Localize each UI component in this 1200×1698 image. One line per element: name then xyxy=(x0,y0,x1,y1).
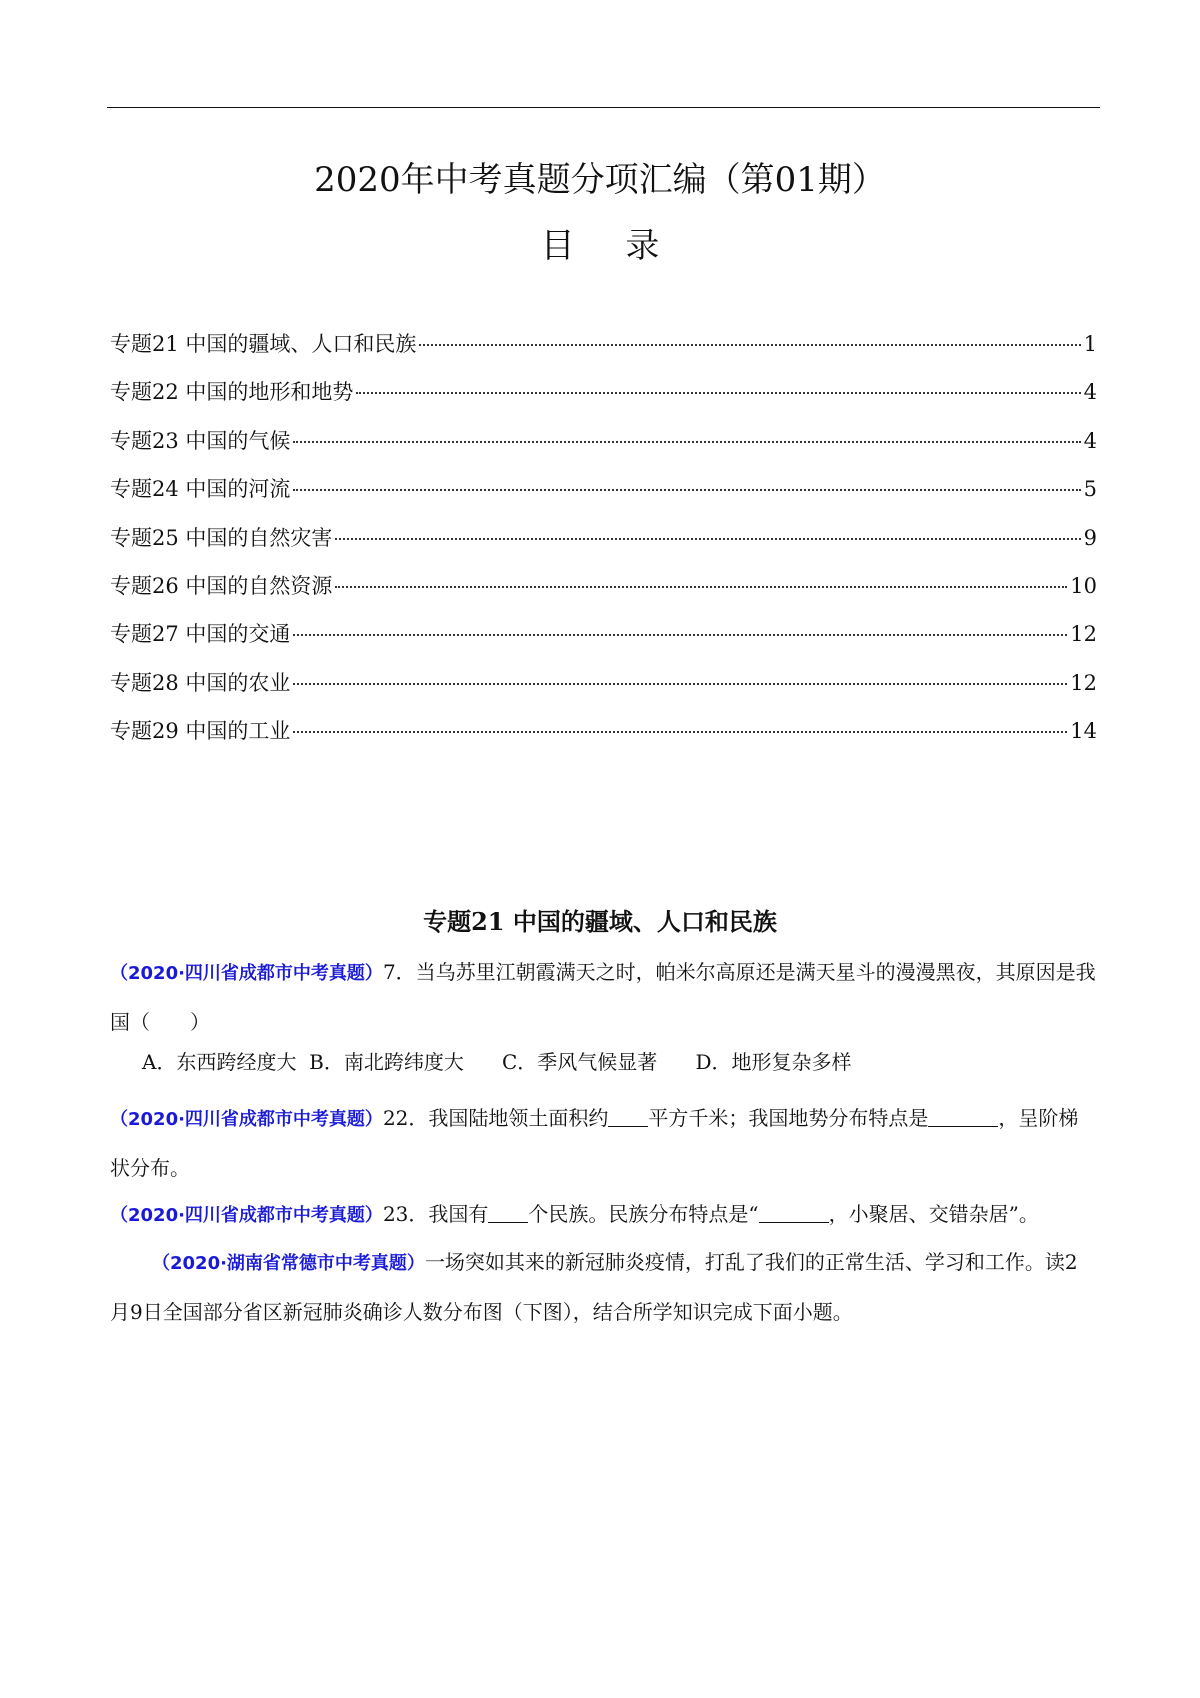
toc-entry-label: 专题21 中国的疆域、人口和民族 xyxy=(110,332,417,356)
dot-leader xyxy=(293,683,1067,685)
answer-blank[interactable] xyxy=(608,1106,648,1127)
dot-leader xyxy=(293,441,1080,443)
dot-leader xyxy=(335,538,1080,540)
toc-entry-page: 14 xyxy=(1070,719,1097,744)
toc-entry-page: 12 xyxy=(1070,670,1097,695)
table-of-contents xyxy=(110,328,1097,764)
toc-entry-label: 专题28 中国的农业 xyxy=(110,670,291,695)
toc-entry-label: 专题23 中国的气候 xyxy=(110,428,291,453)
dot-leader xyxy=(293,489,1080,491)
question-source: （2020·湖南省常德市中考真题） xyxy=(152,1253,425,1274)
toc-entry[interactable] xyxy=(110,522,1097,570)
toc-entry[interactable] xyxy=(110,473,1097,521)
toc-entry[interactable] xyxy=(110,328,1097,376)
toc-entry-label: 专题22 中国的地形和地势 xyxy=(110,380,354,405)
toc-entry[interactable] xyxy=(110,618,1097,666)
toc-entry-page: 5 xyxy=(1083,477,1097,502)
document-title: 2020年中考真题分项汇编（第01期） xyxy=(314,160,886,200)
toc-entry-page: 1 xyxy=(1083,332,1097,356)
toc-entry[interactable] xyxy=(110,715,1097,763)
question-22 xyxy=(110,1094,1097,1192)
question-source: （2020·四川省成都市中考真题） xyxy=(110,1205,383,1226)
question-text: 一场突如其来的新冠肺炎疫情，打乱了我们的正常生活、学习和工作。读2月9日全国部分省区新冠肺炎确诊人数分布图（下图），结合所学知识完成下面小题。 xyxy=(110,1250,1078,1324)
toc-entry-label: 专题29 中国的工业 xyxy=(110,719,291,744)
question-7-options: A．东西跨经度大 B．南北跨纬度大 C．季风气候显著 D．地形复杂多样 xyxy=(142,1050,852,1074)
toc-entry-page: 4 xyxy=(1083,428,1097,453)
toc-entry-label: 专题27 中国的交通 xyxy=(110,622,291,647)
toc-entry[interactable] xyxy=(110,376,1097,424)
toc-entry-label: 专题26 中国的自然资源 xyxy=(110,573,333,598)
dot-leader xyxy=(293,634,1067,636)
answer-blank[interactable] xyxy=(928,1106,998,1127)
question-text: ，小聚居、交错杂居”。 xyxy=(828,1202,1039,1226)
toc-entry[interactable] xyxy=(110,425,1097,473)
question-text: 个民族。民族分布特点是“ xyxy=(528,1202,759,1226)
dot-leader xyxy=(335,586,1067,588)
question-text: ，呈阶梯状分布。 xyxy=(110,1106,1079,1180)
header-rule xyxy=(107,107,1100,108)
section-heading: 专题21 中国的疆域、人口和民族 xyxy=(423,907,777,936)
dot-leader xyxy=(356,392,1080,394)
toc-entry-page: 9 xyxy=(1083,525,1097,550)
answer-blank[interactable] xyxy=(488,1202,528,1223)
dot-leader xyxy=(293,731,1067,733)
question-text: 23．我国有 xyxy=(382,1202,489,1226)
question-7 xyxy=(110,948,1097,1046)
question-text: 22．我国陆地领土面积约 xyxy=(382,1106,609,1130)
toc-entry-page: 10 xyxy=(1070,573,1097,598)
question-23 xyxy=(110,1190,1097,1240)
dot-leader xyxy=(419,344,1080,346)
question-source: （2020·四川省成都市中考真题） xyxy=(110,1109,383,1130)
toc-entry-page: 12 xyxy=(1070,622,1097,647)
answer-blank[interactable] xyxy=(759,1202,829,1223)
toc-entry[interactable] xyxy=(110,667,1097,715)
question-text: 平方千米；我国地势分布特点是 xyxy=(648,1106,929,1130)
question-source: （2020·四川省成都市中考真题） xyxy=(110,963,383,984)
toc-entry-page: 4 xyxy=(1083,380,1097,405)
question-changde xyxy=(110,1238,1097,1336)
toc-heading: 目 录 xyxy=(540,226,680,266)
question-text: 7．当乌苏里江朝霞满天之时，帕米尔高原还是满天星斗的漫漫黑夜，其原因是我国（ ） xyxy=(110,960,1096,1034)
toc-entry-label: 专题25 中国的自然灾害 xyxy=(110,525,333,550)
toc-entry[interactable] xyxy=(110,570,1097,618)
toc-entry-label: 专题24 中国的河流 xyxy=(110,477,291,502)
